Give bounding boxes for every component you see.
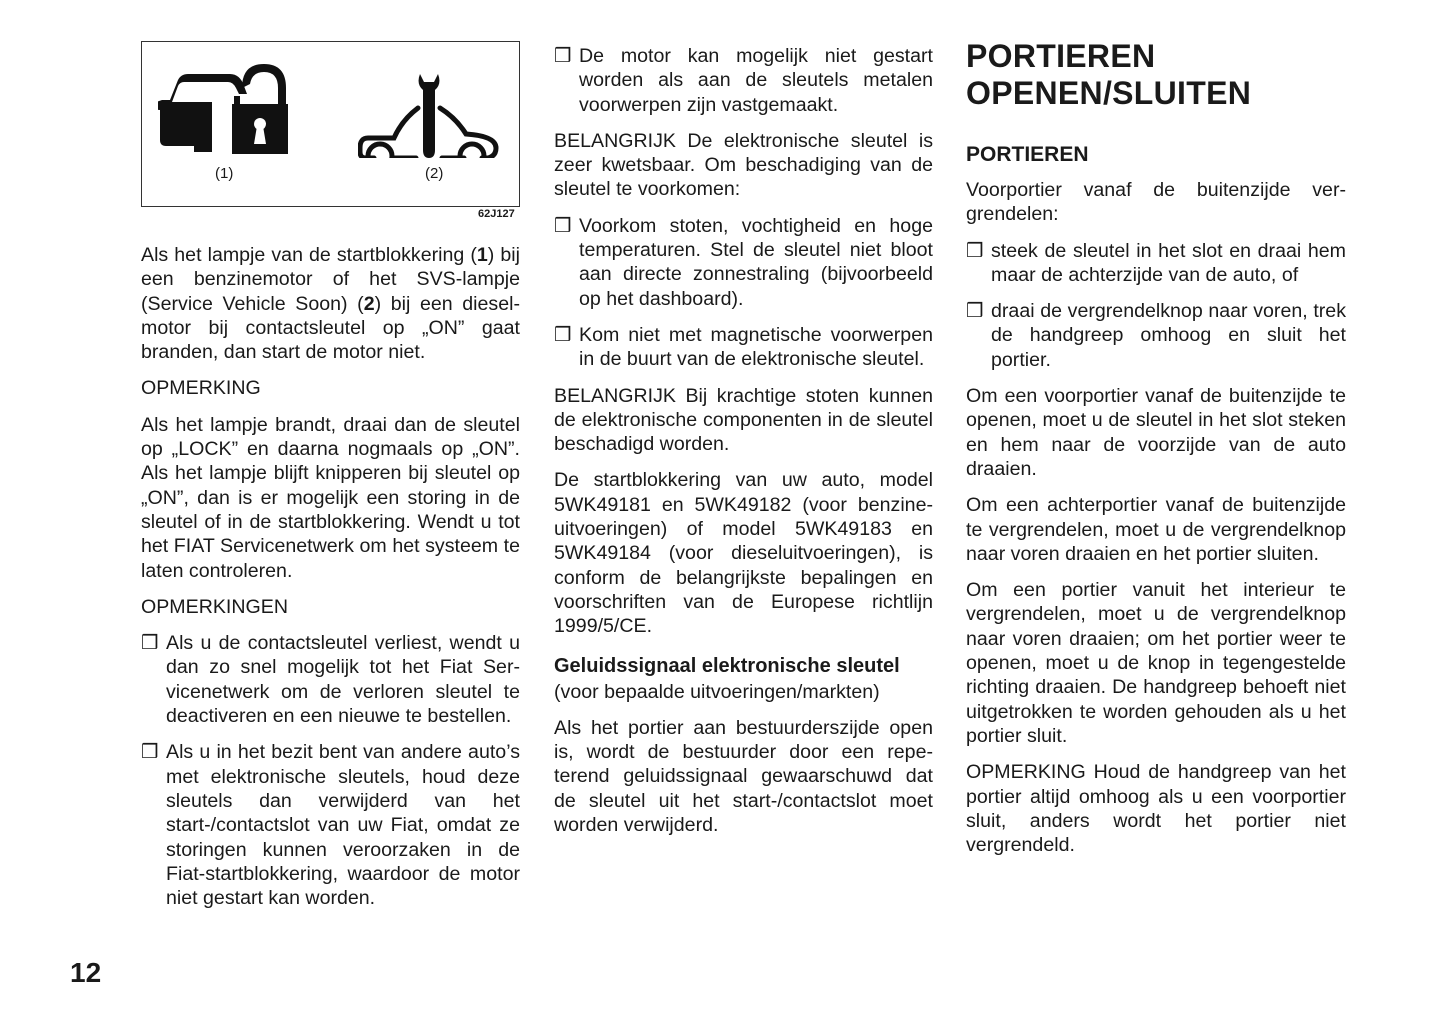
paragraph [141, 243, 520, 364]
text-run: OPMERKING Houd de handgreep van het portier altijd omhoog als u een voorportier sluit, anders wordt het portier niet vergrendeld. [966, 761, 1346, 857]
checkbox-bullet-icon: ❒ [554, 45, 572, 67]
text-run: (voor bepaalde uitvoeringen/markten) [554, 680, 880, 703]
paragraph [966, 178, 1346, 227]
paragraph [554, 129, 933, 202]
immobilizer-warning-icon [158, 62, 288, 154]
text-run: Als het lampje van de startblokkering ( [141, 244, 477, 266]
checkbox-bullet-icon: ❒ [141, 632, 159, 655]
text-run: Geluidssignaal elektronische sleutel [554, 654, 900, 677]
bullet-item [966, 299, 1346, 372]
checkbox-bullet-icon: ❒ [554, 323, 572, 346]
paragraph [966, 493, 1346, 566]
figure-label-1: (1) [215, 165, 234, 182]
text-run: BELANGRIJK Bij krachtige stoten kunnen de elektronische componenten in de sleutel beschadigd worden. [554, 384, 933, 456]
bold-reference: 2 [363, 292, 375, 315]
bullet-item [554, 323, 933, 372]
text-run: Als u in het bezit bent van andere auto’s met elektronische sleutels, houd deze sleutels dan verwijderd van het start-/contactslot van uw Fiat, omdat ze storingen kunnen veroorzaken in de Fiat-startblokkering, waardoor de motor niet gestart kan worden. [166, 741, 520, 910]
text-run: ) bij een benzinemotor of het SVS-lampje (Service Vehicle Soon) ( [141, 244, 520, 315]
bullet-item [554, 44, 933, 117]
section-subtitle [966, 142, 1346, 168]
checkbox-bullet-icon: ❒ [966, 239, 984, 262]
checkbox-bullet-icon: ❒ [141, 741, 159, 764]
checkbox-bullet-icon: ❒ [554, 214, 572, 237]
subsection-heading [554, 653, 933, 680]
service-vehicle-soon-icon [358, 66, 500, 158]
paragraph [141, 595, 520, 619]
bullet-item [554, 214, 933, 311]
figure-code: 62J127 [478, 208, 515, 220]
paragraph [554, 384, 933, 457]
text-run: Voorportier vanaf de buitenzijde vergrendelen: [966, 179, 1346, 226]
text-run: Om een achterportier vanaf de buitenzijde te vergrendelen, moet u de vergrendelknop naar voren draaien en het portier sluiten. [966, 494, 1346, 565]
text-run: ) bij een dieselmotor bij contactsleutel op „ON” gaat branden, dan start de motor niet. [141, 292, 520, 364]
text-run: OPMERKINGEN [141, 595, 288, 618]
paragraph [141, 376, 520, 400]
text-run: BELANGRIJK De elektronische sleutel is zeer kwetsbaar. Om beschadiging van de sleutel te voorkomen: [554, 129, 933, 201]
paragraph [966, 760, 1346, 857]
text-run: Als u de contactsleutel verliest, wendt u dan zo snel mogelijk tot het Fiat Servicenetwerk om de verloren sleutel te deactiveren en een nieuwe te bestellen. [166, 632, 520, 728]
text-run: PORTIEREN [966, 143, 1089, 166]
page-number: 12 [70, 957, 102, 988]
figure-label-2: (2) [425, 165, 444, 182]
text-run: OPMERKING [141, 377, 261, 400]
text-run: draai de vergrendelknop naar voren, trek de handgreep omhoog en sluit het portier. [991, 300, 1346, 371]
text-run: Als het portier aan bestuurderszijde open is, wordt de bestuurder door een repeterend geluidssignaal gewaarschuwd dat de sleutel uit het start-/contactslot moet worden verwijderd. [554, 716, 933, 837]
bullet-item [966, 239, 1346, 288]
paragraph [966, 384, 1346, 481]
column-1 [141, 243, 520, 922]
subsection-note [554, 680, 933, 704]
paragraph [554, 468, 933, 638]
text-run: Als het lampje brandt, draai dan de sleutel op „LOCK” en daarna nogmaals op „ON”. Als het lampje blijft knipperen bij sleutel op „ON”, dan is er mogelijk een storing in de sleutel of in de startblokkering. Wendt u tot het FIAT Servicenetwerk om het systeem te laten controleren. [141, 413, 520, 582]
section-title [966, 38, 1346, 112]
text-run: De motor kan mogelijk niet gestart worden als aan de sleutels metalen voorwerpen zijn vastgemaakt. [579, 45, 933, 116]
bullet-item [141, 740, 520, 910]
column-3 [966, 38, 1346, 869]
text-run: steek de sleutel in het slot en draai hem maar de achterzijde van de auto, of [991, 239, 1346, 286]
text-run: Kom niet met magnetische voorwerpen in de buurt van de elektronische sleutel. [579, 323, 933, 371]
text-run: Om een portier vanuit het interieur te vergrendelen, moet u de vergrendelknop naar voren draaien; om het portier weer te openen, moet u de knop in tegengestelde richting draaien. De handgreep behoeft niet uitgetrokken te worden gehouden als u het portier sluit. [966, 579, 1346, 747]
text-run: Om een voorportier vanaf de buitenzijde te openen, moet u de sleutel in het slot steken en hem naar de voorzijde van de auto draaien. [966, 385, 1346, 480]
paragraph [554, 716, 933, 837]
bold-reference: 1 [476, 244, 488, 266]
text-run: De startblokkering van uw auto, model 5WK49181 en 5WK49182 (voor benzine-uitvoeringen) of model 5WK49183 en 5WK49184 (voor dieseluitvoeringen), is conform de belangrijkste bepalingen en voorschriften van de Europese richtlijn 1999/5/CE. [554, 469, 933, 638]
warning-lights-figure [141, 41, 520, 207]
paragraph [966, 578, 1346, 748]
paragraph [141, 413, 520, 583]
text-run: Voorkom stoten, vochtigheid en hoge temperaturen. Stel de sleutel niet bloot aan directe zonnestraling (bijvoorbeeld op het dashboard). [579, 214, 933, 310]
column-2 [554, 44, 933, 849]
checkbox-bullet-icon: ❒ [966, 300, 984, 323]
bullet-item [141, 631, 520, 728]
text-run: PORTIEREN OPENEN/SLUITEN [966, 38, 1252, 111]
